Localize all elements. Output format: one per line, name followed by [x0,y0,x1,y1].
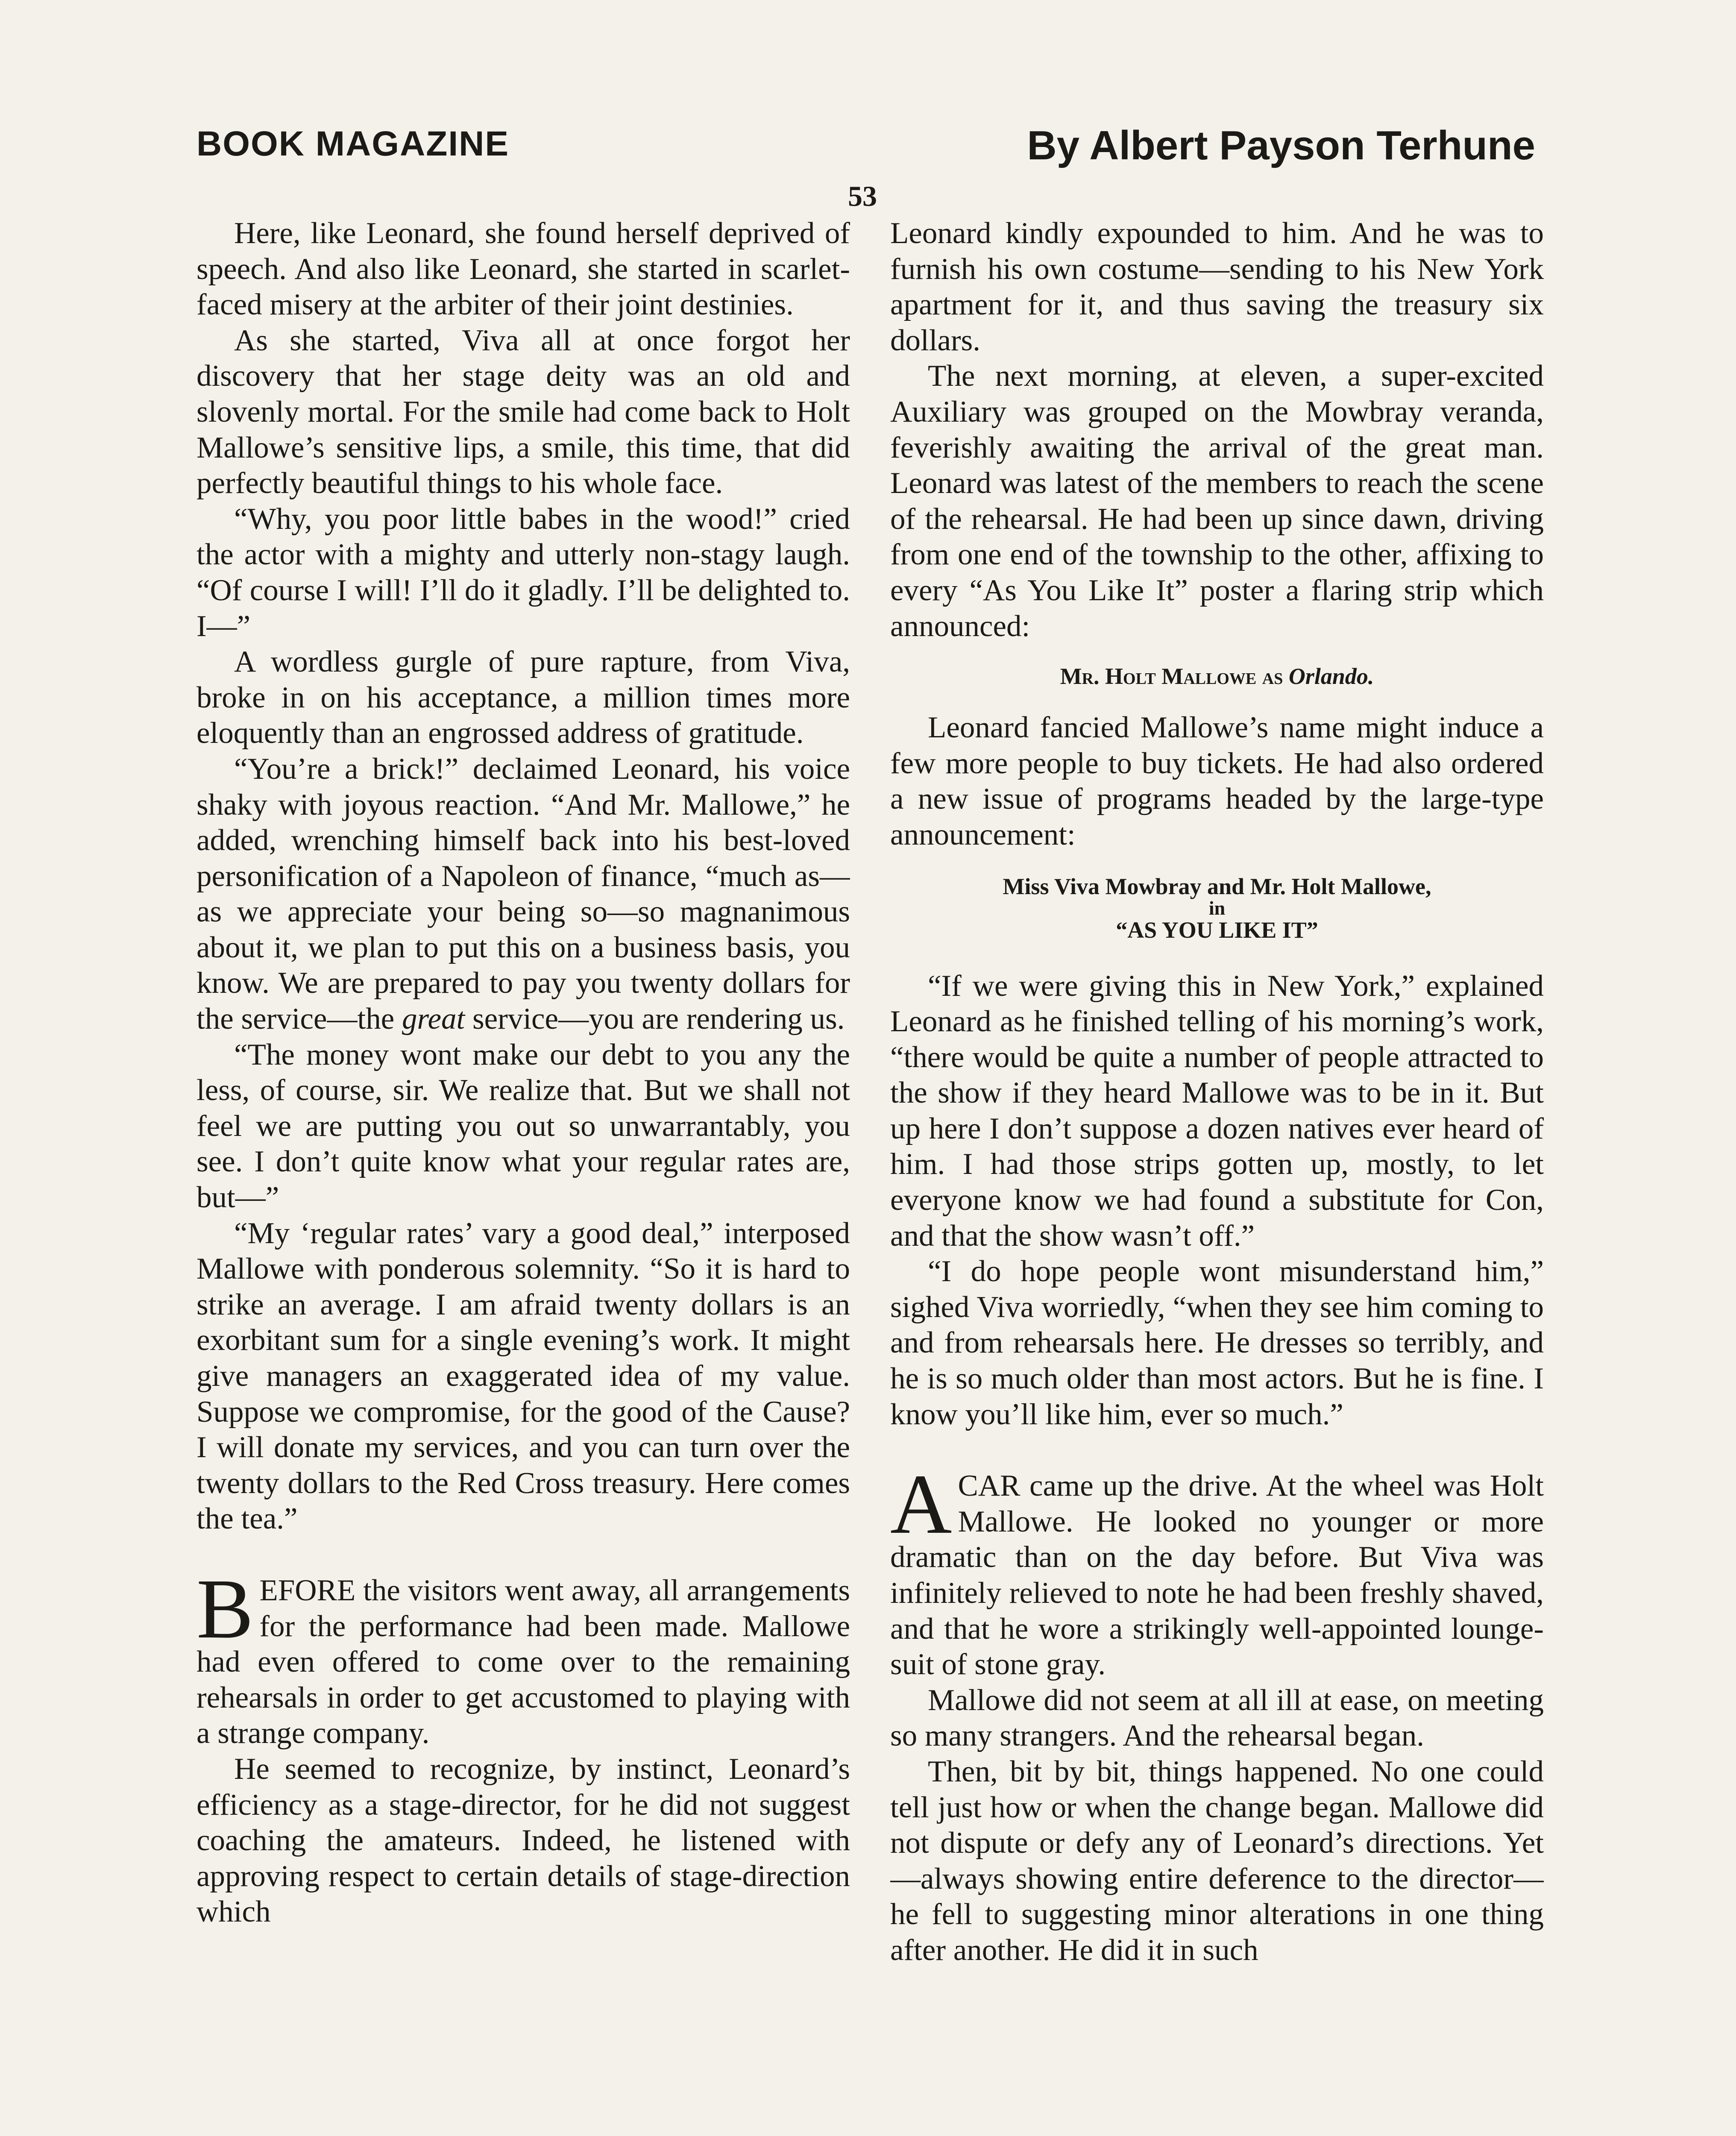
text-run: service—you are rendering us. [465,1002,845,1036]
announcement-title: “AS YOU LIKE IT” [1116,917,1318,943]
paragraph [196,1561,850,1752]
paragraph: Leonard kindly expounded to him. And he was to furnish his own costume—sending to his New York apartment for it, and thus saving the treasury six dollars. [890,217,1544,357]
paragraph: “I do hope people wont misunderstand him,” sighed Viva worriedly, “when they see him coming to and from rehearsals here. He dresses so terribly, and he is so much older than most actors. But he is fine. I know you’ll like him, ever so much.” [890,1255,1544,1431]
strip-notice [890,661,1544,691]
paragraph: He seemed to recognize, by instinct, Leonard’s efficiency as a stage-director, for he did not suggest coaching the amateurs. Indeed, he listened with approving respect to certain details of stage-direction which [196,1752,850,1929]
paragraph: As she started, Viva all at once forgot her discovery that her stage deity was an old and slovenly mortal. For the smile had come back to Holt Mallowe’s sensitive lips, a smile, this time, that did perfectly beautiful things to his whole face. [196,323,850,500]
paragraph: A wordless gurgle of pure rapture, from Viva, broke in on his acceptance, a million times more eloquently than an engrossed address of gratitude. [196,645,850,750]
drop-cap: B [196,1561,254,1656]
text-run: EFORE the visitors went away, all arrangements for the performance had been made. Mallowe had even offered to come over to the remaining rehearsals in order to get accustomed to playing with a strange company. [196,1573,850,1750]
text-run: Mr. Holt Mallowe as [1060,663,1289,690]
paragraph: Here, like Leonard, she found herself deprived of speech. And also like Leonard, she started in scarlet-faced misery at the arbiter of their joint destinies. [196,217,850,322]
italic-word: great [402,1002,465,1036]
paragraph: “My ‘regular rates’ vary a good deal,” interposed Mallowe with ponderous solemnity. “So it is hard to strike an average. I am afraid twenty dollars is an exorbitant sum for a single evening’s work. It might give managers an exaggerated idea of my value. Suppose we compromise, for the good of the Cause? I will donate my services, and you can turn over the twenty dollars to the Red Cross treasury. Here comes the tea.” [196,1216,850,1536]
paragraph: The next morning, at eleven, a super-excited Auxiliary was grouped on the Mowbray veranda, feverishly awaiting the arrival of the great man. Leonard was latest of the members to reach the scene of the rehearsal. He had been up since dawn, driving from one end of the township to the other, affixing to every “As You Like It” poster a flaring strip which announced: [890,359,1544,643]
paragraph [890,1457,1544,1683]
program-announcement [890,874,1544,943]
announcement-line: Miss Viva Mowbray and Mr. Holt Mallowe, [1003,873,1431,899]
paragraph: “The money wont make our debt to you any the less, of course, sir. We realize that. But we shall not feel we are putting you out so unwarrantably, you see. I don’t quite know what your regular rates are, but—” [196,1038,850,1215]
drop-cap: A [890,1457,952,1552]
paragraph: “Why, you poor little babes in the wood!” cried the actor with a mighty and utterly non-stagy laugh. “Of course I will! I’ll do it gladly. I’ll be delighted to. I—” [196,502,850,643]
paragraph [196,751,850,1037]
section-break [196,1537,850,1573]
page-header [196,124,1535,175]
announcement-in: in [1208,897,1226,919]
text-run: “You’re a brick!” declaimed Leonard, his voice shaky with joyous reaction. “And Mr. Mallowe,” he added, wrenching himself back into his best-loved personification of a Napoleon of finance, “much as—as we appreciate your being so—so magnanimous about it, we plan to put this on a business basis, you know. We are prepared to pay you twenty dollars for the service—the [196,752,850,1036]
magazine-title: BOOK MAGAZINE [196,124,510,163]
section-break [890,1432,1544,1468]
text-run: CAR came up the drive. At the wheel was Holt Mallowe. He looked no younger or more dramatic than on the day before. But Viva was infinitely relieved to note he had been freshly shaved, and that he wore a strikingly well-appointed lounge-suit of stone gray. [890,1469,1544,1681]
page-number: 53 [848,180,877,212]
paragraph: Mallowe did not seem at all ill at ease, on meeting so many strangers. And the rehearsal began. [890,1683,1544,1753]
paragraph: “If we were giving this in New York,” explained Leonard as he finished telling of his morning’s work, “there would be quite a number of people attracted to the show if they heard Mallowe was to be in it. But up here I don’t suppose a dozen natives ever heard of him. I had those strips gotten up, mostly, to let everyone know we had found a substitute for Con, and that the show wasn’t off.” [890,969,1544,1253]
italic-word: Orlando. [1288,663,1374,690]
paragraph: Then, bit by bit, things happened. No one could tell just how or when the change began. Mallowe did not dispute or defy any of Leonard’s directions. Yet—always showing entire deference to the director—he fell to suggesting minor alterations in one thing after another. He did it in such [890,1755,1544,1967]
left-column [196,216,850,2136]
author-byline: By Albert Payson Terhune [1027,123,1535,168]
right-column [890,216,1544,2136]
paragraph: Leonard fancied Mallowe’s name might induce a few more people to buy tickets. He had also ordered a new issue of programs headed by the large-type announcement: [890,711,1544,851]
